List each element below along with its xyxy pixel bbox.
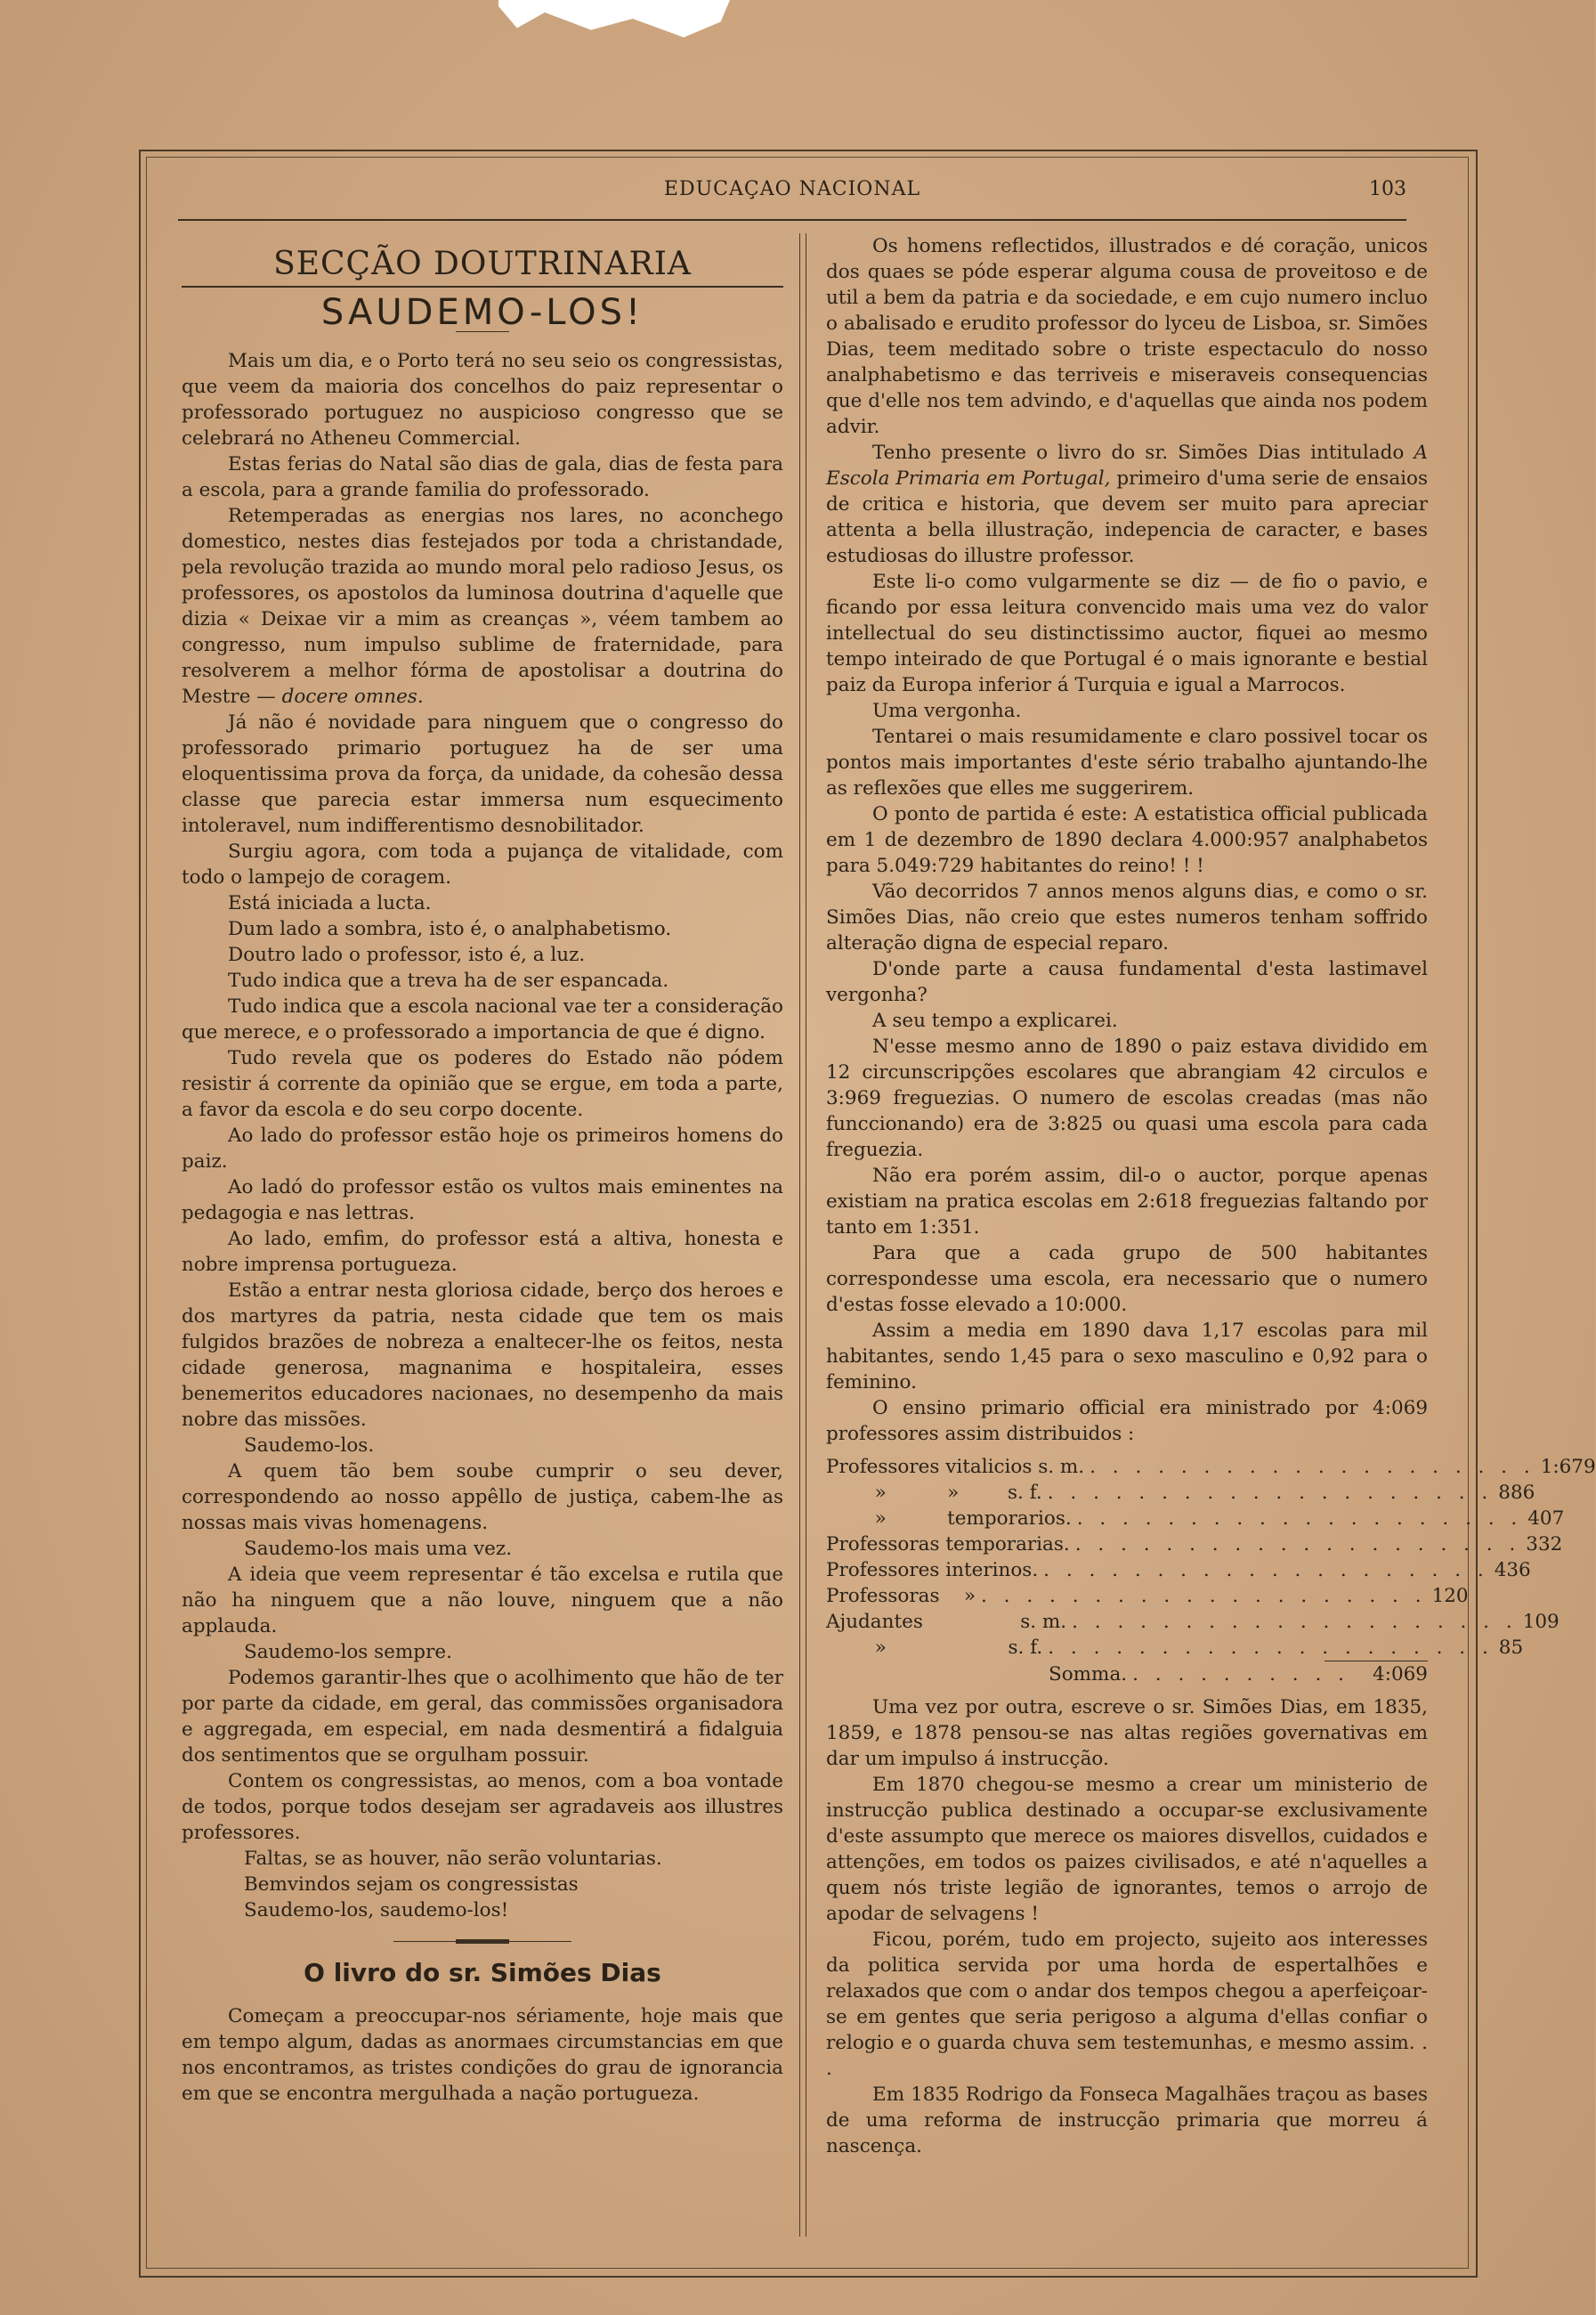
table-row [826, 1557, 1531, 1583]
paragraph: Contem os congressistas, ao menos, com a boa vontade de todos, porque todos desejam ser agradaveis aos illustres professores. [182, 1770, 783, 1844]
latin-phrase: docere omnes. [281, 686, 424, 708]
paragraph [826, 440, 1428, 569]
paragraph: Está iniciada a lucta. [228, 892, 432, 914]
closing-line: Saudemo-los, saudemo-los! [244, 1899, 509, 1921]
table-row [826, 1531, 1563, 1557]
leader-dots: . . . . . . . . . . . . . . . . . . . . [1043, 1559, 1489, 1581]
paragraph: Começam a preoccupar-nos sériamente, hoje mais que em tempo algum, dadas as anormaes circumstancias em que nos encontramos, as tristes condições do grau de ignorancia em que se encontra mergulhada a nação portugueza. [182, 2005, 783, 2105]
paragraph: Tentarei o mais resumidamente e claro possivel tocar os pontos mais importantes d'este sério trabalho ajuntando-lhe as reflexões que elles me suggerirem. [826, 726, 1428, 800]
table-row [826, 1609, 1560, 1635]
paragraph: Ficou, porém, tudo em projecto, sujeito aos interesses da politica servida por uma horda de espertalhões e relaxados que com o andar dos tempos chegou a aperfeiçoar-se em gentes que seria perigoso a alguma d'ellas confiar o relogio e o guarda chuva sem testemunhas, e mesmo assim. . . [826, 1929, 1428, 2080]
row-value: 436 [1494, 1559, 1531, 1581]
paragraph: Ao lado, emfim, do professor está a altiva, honesta e nobre imprensa portugueza. [182, 1228, 783, 1276]
paragraph: Em 1835 Rodrigo da Fonseca Magalhães traçou as bases de uma reforma de instrucção primaria que morreu á nascença. [826, 2084, 1428, 2157]
table-row [826, 1454, 1596, 1480]
total-value: 4:069 [1373, 1663, 1428, 1685]
paragraph: Já não é novidade para ninguem que o congresso do professorado primario portuguez ha de ser uma eloquentissima prova da força, da unidade, da cohesão dessa classe que parecia estar immersa num esquecimento intoleravel, num indifferentismo desnobilitador. [182, 711, 783, 837]
paragraph: Tudo indica que a treva ha de ser espancada. [228, 970, 669, 992]
paragraph: Este li-o como vulgarmente se diz — de fio o pavio, e ficando por essa leitura convencido mais uma vez do valor intellectual do seu distinctissimo auctor, fiquei ao mesmo tempo inteirado de que Portugal é o mais ignorante e bestial paiz da Europa inferior á Turquia e igual a Marrocos. [826, 571, 1428, 696]
paragraph-text: Retemperadas as energias nos lares, no aconchego domestico, nestes dias festejados por toda a christandade, pela revolução trazida ao mundo moral pelo radioso Jesus, os professores, os apostolos da luminosa doutrina d'aquelle que dizia « Deixae vir a mim as creanças », véem tambem ao congresso, num impulso sublime de fraternidade, para resolverem a melhor fórma de apostolisar a doutrina do Mestre — [182, 505, 783, 708]
paragraph: Para que a cada grupo de 500 habitantes correspondesse uma escola, era necessario que o numero d'estas fosse elevado a 10:000. [826, 1242, 1428, 1316]
row-label: Professores interinos. [826, 1559, 1039, 1581]
row-value: 1:679 [1540, 1456, 1596, 1478]
paragraph: O ensino primario official era ministrado por 4:069 professores assim distribuidos : [826, 1397, 1428, 1445]
paragraph: A quem tão bem soube cumprir o seu dever, correspondendo ao nosso appêllo de justiça, cabem-lhe as nossas mais vivas homenagens. [182, 1460, 783, 1534]
paragraph: D'onde parte a causa fundamental d'esta lastimavel vergonha? [826, 958, 1428, 1006]
leader-dots: . . . . . . . . . . . . . . . . . . . . [1072, 1611, 1518, 1633]
paragraph: Em 1870 chegou-se mesmo a crear um ministerio de instrucção publica destinado a occupar-se exclusivamente d'este assumpto que merece os maiores disvellos, cuidados e attenções, em todos os paizes civilisados, e até n'aquelles a quem nós triste legião de ignorantes, temos o arrojo de apodar de selvagens ! [826, 1774, 1428, 1925]
paragraph: Uma vergonha. [872, 700, 1022, 722]
row-label: » temporarios. [826, 1507, 1072, 1530]
paragraph-text: primeiro d'uma serie de ensaios de critica e historia, que devem ser muito para apreciar attenta a bella illustração, indepencia de caracter, e bases estudiosas do illustre professor. [826, 467, 1429, 567]
paragraph-text: Tenho presente o livro do sr. Simões Dias intitulado [872, 442, 1414, 464]
table-row [826, 1583, 1469, 1609]
paragraph: Surgiu agora, com toda a pujança de vitalidade, com todo o lampejo de coragem. [182, 841, 783, 889]
ornamental-rule [393, 1941, 571, 1942]
paragraph: Vão decorridos 7 annos menos alguns dias, e como o sr. Simões Dias, não creio que estes numeros tenham soffrido alteração digna de especial reparo. [826, 881, 1428, 954]
row-value: 85 [1498, 1637, 1524, 1659]
table-row [826, 1506, 1565, 1531]
running-header [178, 178, 1406, 214]
leader-dots: . . . . . . . . . . . . . . . . . . . . [981, 1585, 1427, 1607]
paragraph: Não era porém assim, dil-o o auctor, porque apenas existiam na pratica escolas em 2:618 freguezias faltando por tanto em 1:351. [826, 1165, 1428, 1239]
journal-title: EDUCAÇAO NACIONAL [663, 178, 921, 200]
row-label: Professoras temporarias. [826, 1533, 1070, 1556]
leader-dots: . . . . . . . . . . . . . . . . . . . . [1076, 1507, 1523, 1530]
paragraph: Mais um dia, e o Porto terá no seu seio os congressistas, que veem da maioria dos concelhos do paiz representar o professorado portuguez no auspicioso congresso que se celebrará no Atheneu Commercial. [182, 350, 783, 450]
paragraph [182, 503, 783, 710]
table-row [826, 1635, 1524, 1661]
paragraph: N'esse mesmo anno de 1890 o paiz estava dividido em 12 circunscripções escolares que abrangiam 42 circulos e 3:969 freguezias. O numero de escolas creadas (mas não funccionando) era de 3:825 ou quasi uma escola para cada freguezia. [826, 1036, 1428, 1161]
paragraph: Os homens reflectidos, illustrados e dé coração, unicos dos quaes se póde esperar alguma cousa de proveitoso e de util a bem da patria e da sociedade, e em cujo numero incluo o abalisado e erudito professor do lyceu de Lisboa, sr. Simões Dias, teem meditado sobre o triste espectaculo do nosso analphabetismo e das terriveis e miseraveis consequencias que d'elle nos tem advindo, e d'aquellas que ainda nos podem advir. [826, 235, 1428, 438]
paragraph: Ao lado do professor estão hoje os primeiros homens do paiz. [182, 1125, 783, 1173]
row-label: » » s. f. [826, 1482, 1042, 1504]
row-value: 109 [1522, 1611, 1560, 1633]
row-label: » s. f. [826, 1637, 1043, 1659]
teacher-distribution-table [826, 1454, 1596, 1687]
closing-line: Bemvindos sejam os congressistas [244, 1873, 579, 1896]
row-label: Professores vitalicios s. m. [826, 1456, 1085, 1478]
article2-title: O livro do sr. Simões Dias [304, 1958, 661, 1987]
row-value: 332 [1526, 1533, 1563, 1556]
paragraph: Estas ferias do Natal são dias de gala, dias de festa para a escola, para a grande familia do professorado. [182, 453, 783, 501]
section-rule [182, 286, 783, 288]
table-total-row [826, 1661, 1428, 1687]
closing-line: Faltas, se as houver, não serão voluntarias. [244, 1848, 662, 1870]
article-title: SAUDEMO-LOS! [320, 292, 644, 333]
paragraph: Doutro lado o professor, isto é, a luz. [228, 944, 586, 966]
paragraph: Assim a media em 1890 dava 1,17 escolas para mil habitantes, sendo 1,45 para o sexo masculino e 0,92 para o feminino. [826, 1320, 1428, 1393]
paragraph: Tudo revela que os poderes do Estado não pódem resistir á corrente da opinião que se ergue, em toda a parte, a favor da escola e do seu corpo docente. [182, 1047, 783, 1121]
total-label: Somma. [1049, 1663, 1128, 1685]
section-heading: SECÇÃO DOUTRINARIA [273, 246, 692, 282]
column-divider [799, 233, 806, 2237]
saudemo-line: Saudemo-los mais uma vez. [244, 1538, 513, 1560]
paragraph: A ideia que veem representar é tão excelsa e rutila que não ha ninguem que a não louve, ninguem que a não applauda. [182, 1564, 783, 1637]
leader-dots: . . . . . . . . . . [1132, 1663, 1349, 1685]
leader-dots: . . . . . . . . . . . . . . . . . . . . [1074, 1533, 1521, 1556]
paragraph: Estão a entrar nesta gloriosa cidade, berço dos heroes e dos martyres da patria, nesta cidade que tem os mais fulgidos brazões de nobreza a enaltecer-lhe os feitos, nesta cidade generosa, magnanima e hospitaleira, esses benemeritos educadores nacionaes, no desempenho da mais nobre das missões. [182, 1279, 783, 1431]
header-rule [178, 219, 1406, 221]
saudemo-line: Saudemo-los. [244, 1434, 375, 1457]
paragraph: Dum lado a sombra, isto é, o analphabetismo. [228, 918, 672, 940]
paragraph: Ao ladó do professor estão os vultos mais eminentes na pedagogia e nas lettras. [182, 1176, 783, 1224]
row-value: 886 [1498, 1482, 1535, 1504]
leader-dots: . . . . . . . . . . . . . . . . . . . . [1090, 1456, 1535, 1478]
right-column [826, 233, 1596, 2159]
row-label: Professoras » [826, 1585, 976, 1607]
left-column [182, 233, 783, 2107]
row-value: 120 [1431, 1585, 1469, 1607]
table-row [826, 1480, 1535, 1506]
paragraph: A seu tempo a explicarei. [872, 1010, 1118, 1032]
saudemo-line: Saudemo-los sempre. [244, 1641, 452, 1663]
paragraph: Podemos garantir-lhes que o acolhimento que hão de ter por parte da cidade, em geral, das commissões organisadora e aggregada, em especial, em nada desmentirá a fidalguia dos sentimentos que se orgulham possuir. [182, 1667, 783, 1767]
leader-dots: . . . . . . . . . . . . . . . . . . . . [1047, 1482, 1494, 1504]
paragraph: Tudo indica que a escola nacional vae ter a consideração que merece, e o professorado a importancia de que é digno. [182, 995, 783, 1044]
row-label: Ajudantes s. m. [826, 1611, 1067, 1633]
paragraph: O ponto de partida é este: A estatistica official publicada em 1 de dezembro de 1890 declara 4.000:957 analphabetos para 5.049:729 habitantes do reino! ! ! [826, 803, 1428, 877]
page-number: 103 [1369, 178, 1406, 200]
leader-dots: . . . . . . . . . . . . . . . . . . . . [1048, 1637, 1494, 1659]
book-title: A Escola Primaria em Portugal, [826, 442, 1428, 490]
row-value: 407 [1527, 1507, 1565, 1530]
paragraph: Uma vez por outra, escreve o sr. Simões Dias, em 1835, 1859, e 1878 pensou-se nas altas regiões governativas em dar um impulso á instrucção. [826, 1696, 1428, 1770]
